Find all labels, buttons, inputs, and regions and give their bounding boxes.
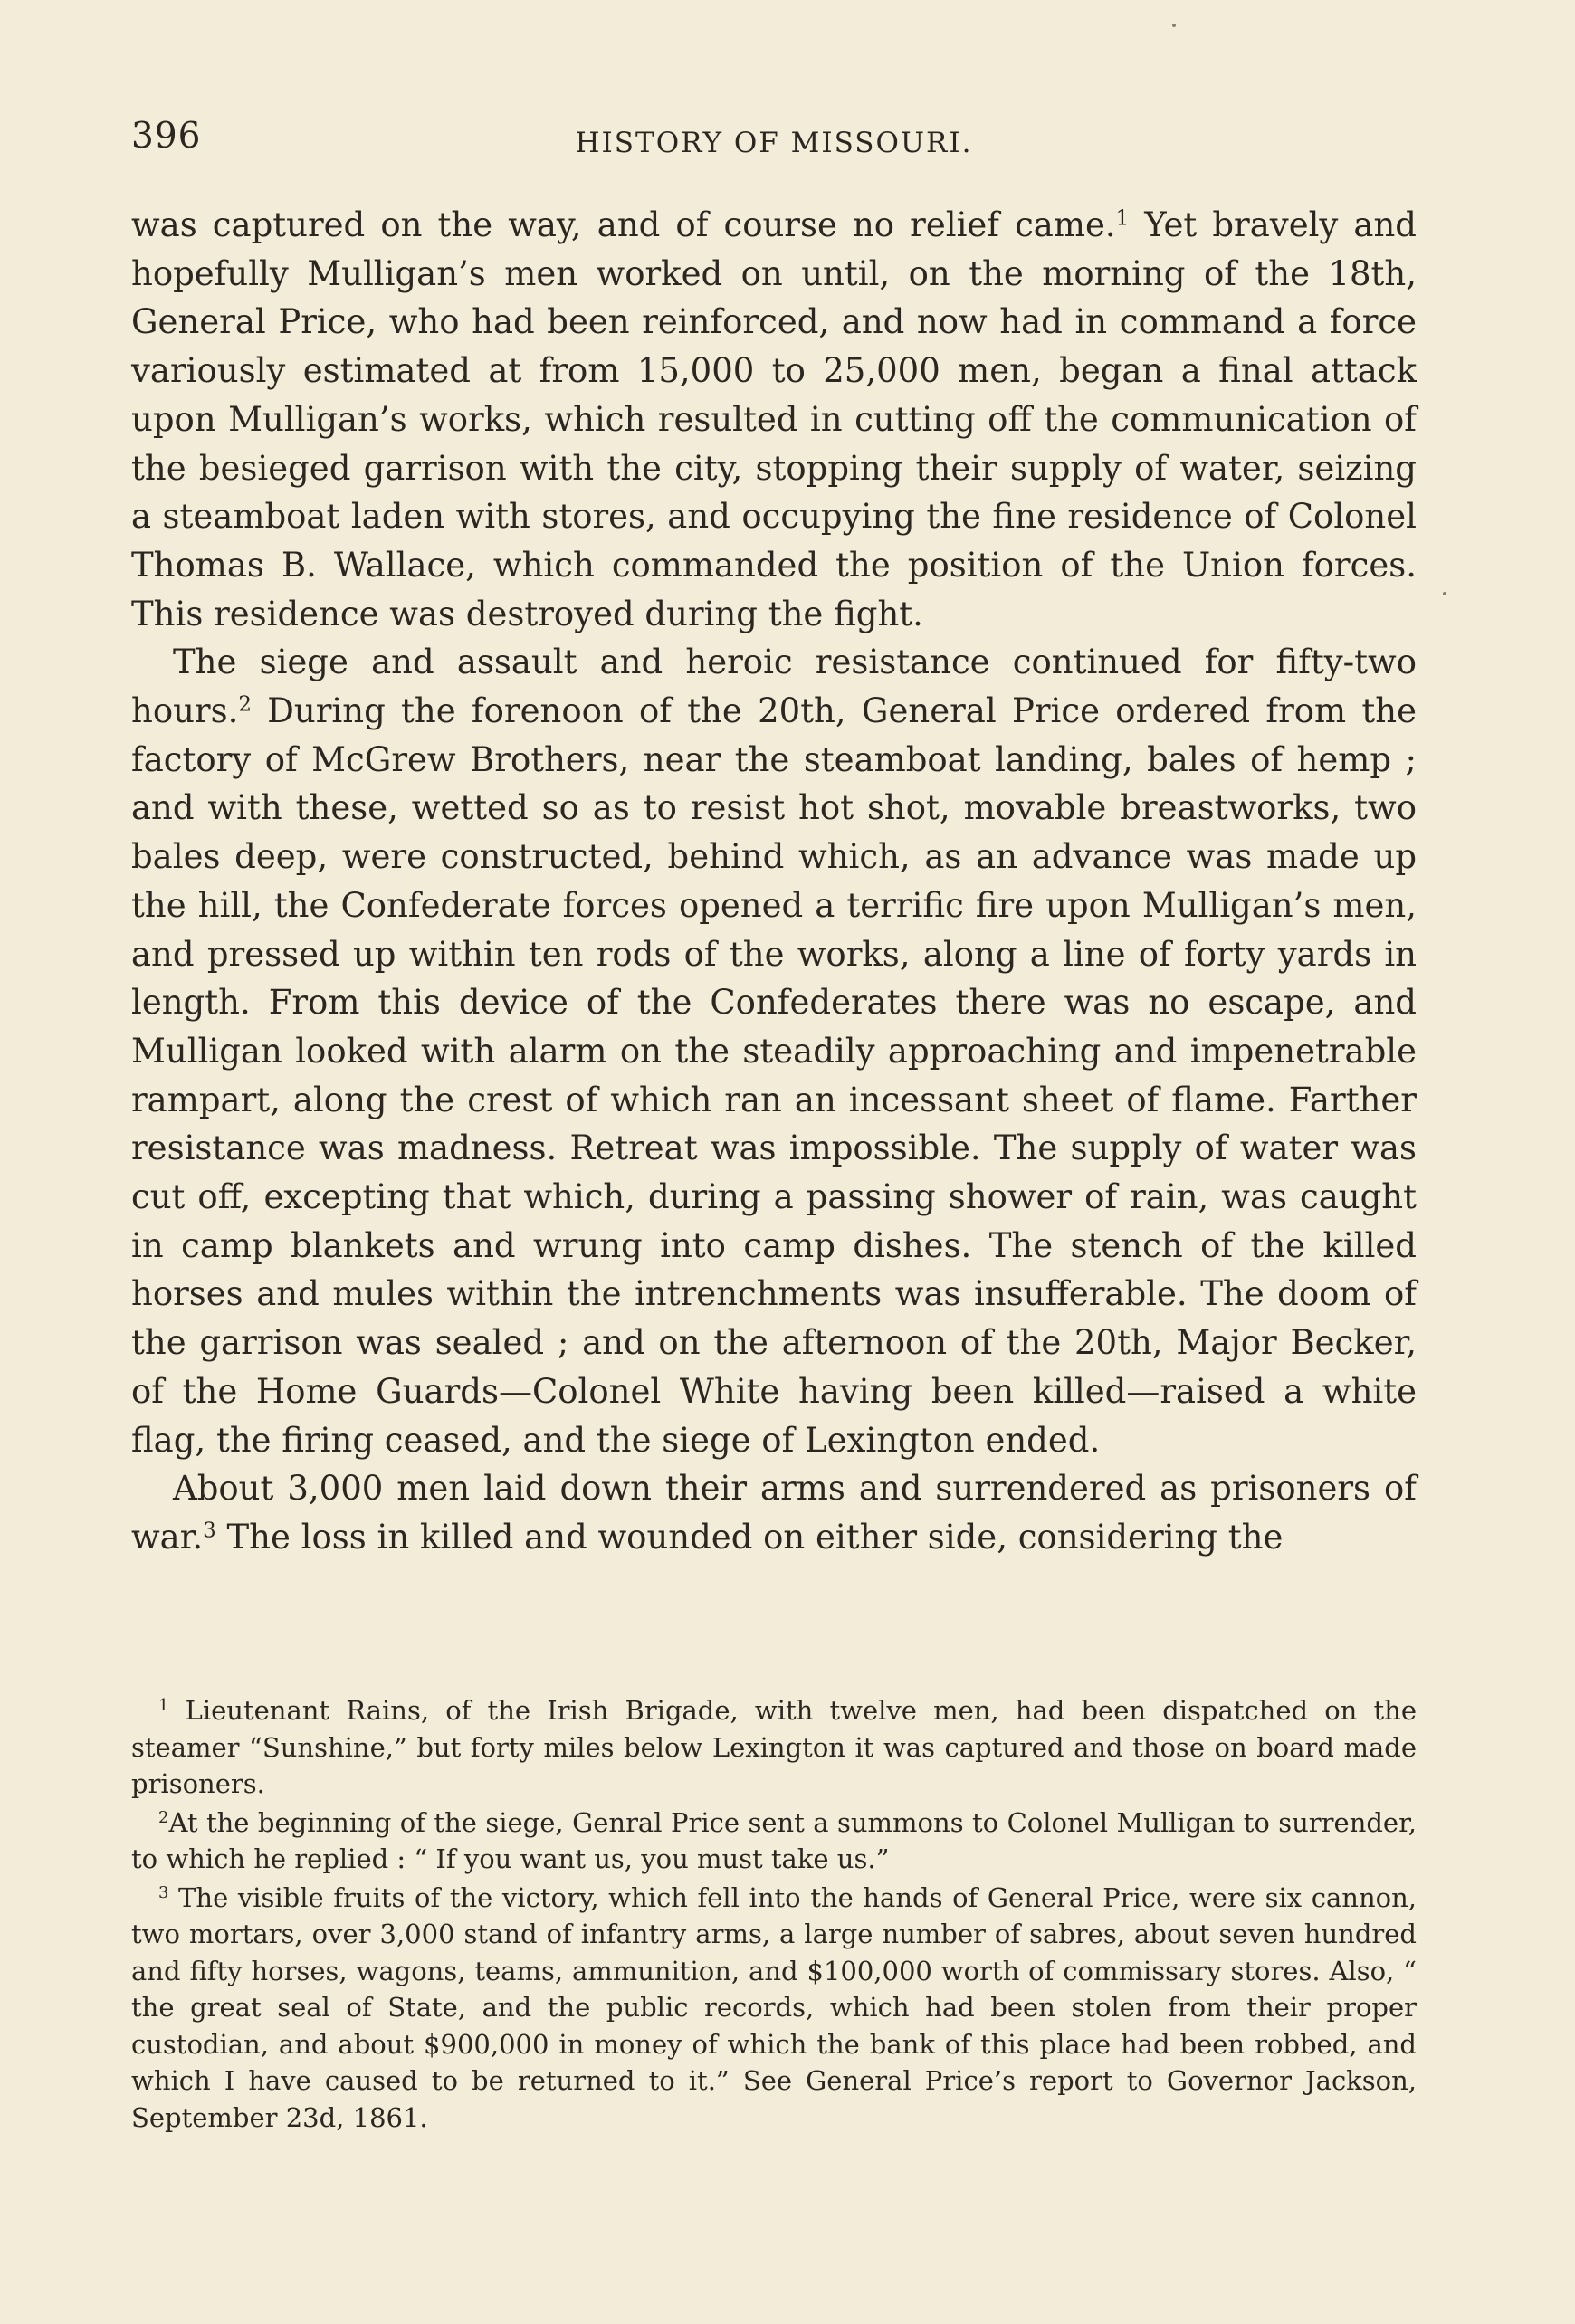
page-number: 396 (131, 116, 202, 157)
footnote-reference[interactable]: 1 (1115, 206, 1130, 231)
paper-speck (1172, 24, 1176, 27)
footnote-reference[interactable]: 2 (238, 692, 252, 717)
text-run: Yet bravely and hopefully Mulligan’s men worked on until, on the morning of the 18th, General Price, who had been reinforced, and now had in command a force variously estimated at from 15,000 to 25,000 men, began a final attack upon Mulligan’s works, which resulted in cutting off the communication of the besieged garrison with the city, stopping their supply of water, seizing a steamboat laden with stores, and occupying the fine residence of Colonel Thomas B. Wallace, which commanded the position of the Union forces. This residence was destroyed during the fight. (131, 205, 1417, 633)
running-head: HISTORY OF MISSOURI. (575, 127, 973, 159)
paragraph (131, 638, 1417, 1464)
text-run: During the forenoon of the 20th, General Price ordered from the factory of McGrew Brothers, near the steamboat landing, bales of hemp ; and with these, wetted so as to resist hot shot, movable breastworks, two bales deep, were constructed, behind which, as an advance was made up the hill, the Confederate forces opened a terrific fire upon Mulligan’s men, and pressed up within ten rods of the works, along a line of forty yards in length. From this device of the Confederates there was no escape, and Mulligan looked with alarm on the steadily approaching and impenetrable rampart, along the crest of which ran an incessant sheet of flame. Farther resistance was madness. Retreat was impossible. The supply of water was cut off, excepting that which, during a passing shower of rain, was caught in camp blankets and wrung into camp dishes. The stench of the killed horses and mules within the intrenchments was insufferable. The doom of the garrison was sealed ; and on the afternoon of the 20th, Major Becker, of the Home Guards—Colonel White having been killed—raised a white flag, the firing ceased, and the siege of Lexington ended. (131, 691, 1417, 1460)
footnote (131, 1880, 1417, 2137)
text-run: The loss in killed and wounded on either side, considering the (215, 1517, 1284, 1557)
body-text (131, 201, 1417, 1562)
text-run: was captured on the way, and of course no relief came. (131, 205, 1116, 244)
footnote-marker: 2 (158, 1807, 169, 1827)
footnote (131, 1805, 1417, 1878)
footnote-reference[interactable]: 3 (203, 1519, 216, 1543)
text-run: About 3,000 men laid down their arms and surrendered as prisoners of war. (131, 1469, 1417, 1557)
footnote (131, 1692, 1417, 1803)
text-run: The siege and assault and heroic resistance continued for fifty-two hours. (131, 643, 1417, 731)
footnote-marker: 1 (158, 1696, 169, 1716)
page-header (131, 116, 1417, 170)
footnotes (131, 1692, 1417, 2136)
paragraph (131, 1464, 1417, 1561)
paper-speck (1443, 592, 1446, 595)
paragraph (131, 201, 1417, 638)
footnote-text: At the beginning of the siege, Genral Price sent a summons to Colonel Mulligan to surrender, to which he replied : “ If you want us, you must take us.” (131, 1806, 1417, 1874)
footnote-text: Lieutenant Rains, of the Irish Brigade, with twelve men, had been dispatched on the steamer “Sunshine,” but forty miles below Lexington it was captured and those on board made prisoners. (131, 1695, 1417, 1799)
footnote-marker: 3 (158, 1882, 169, 1902)
footnote-text: The visible fruits of the victory, which fell into the hands of General Price, were six cannon, two mortars, over 3,000 stand of infantry arms, a large number of sabres, about seven hundred and fifty horses, wagons, teams, ammunition, and $100,000 worth of commissary stores. Also, “ the great seal of State, and the public records, which had been stolen from their proper custodian, and about $900,000 in money of which the bank of this place had been robbed, and which I have caused to be returned to it.” See General Price’s report to Governor Jackson, September 23d, 1861. (131, 1881, 1417, 2133)
